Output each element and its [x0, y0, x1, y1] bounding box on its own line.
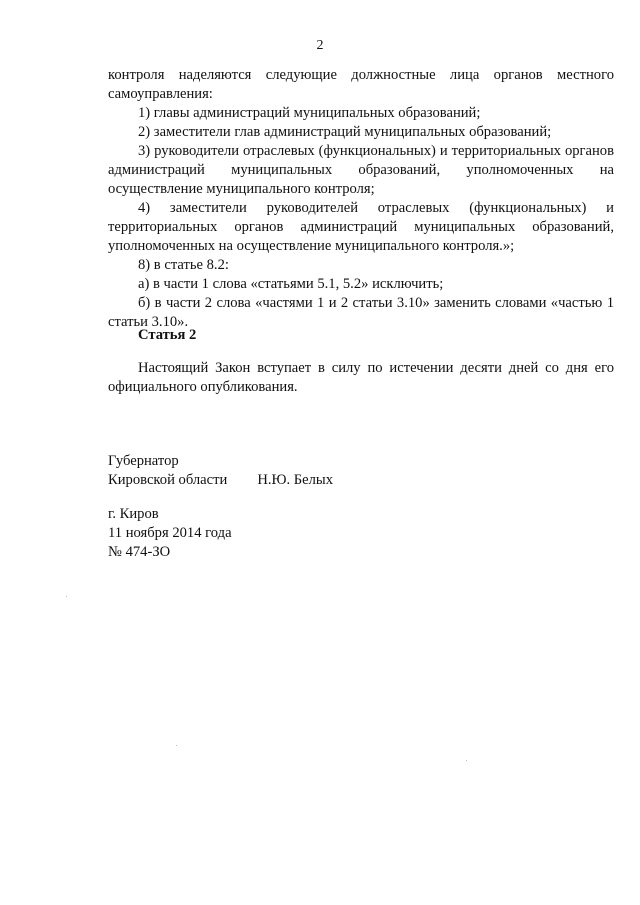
place-date-block [108, 505, 232, 562]
law-date: 11 ноября 2014 года [108, 525, 232, 541]
signer-row [108, 471, 333, 490]
city: г. Киров [108, 506, 159, 522]
sub-item-a: а) в части 1 слова «статьями 5.1, 5.2» исключить; [138, 276, 444, 292]
law-number: № 474-ЗО [108, 544, 171, 560]
page-number: 2 [316, 38, 324, 53]
article-heading: Статья 2 [138, 327, 197, 343]
list-item-3: 3) руководители отраслевых (функциональных) и территориальных органов администраций муниципальных образований, уполномоченных на осуществление муниципального контроля; [108, 143, 614, 197]
scan-speck [176, 745, 177, 746]
amendment-text [108, 66, 614, 332]
paragraph-intro: контроля наделяются следующие должностные лица органов местного самоуправления: [108, 67, 614, 102]
article-body [108, 359, 614, 397]
sub-item-b: б) в части 2 слова «частями 1 и 2 статьи 3.10» заменить словами «частью 1 статьи 3.10». [108, 295, 614, 330]
signature-block [108, 452, 333, 490]
signer-name: Н.Ю. Белых [257, 472, 334, 488]
scan-speck [66, 596, 67, 597]
signer-position: Губернатор [108, 453, 179, 469]
list-item-8: 8) в статье 8.2: [138, 257, 229, 273]
list-item-4: 4) заместители руководителей отраслевых (функциональных) и территориальных органов администраций муниципальных образований, уполномоченных на осуществление муниципального контроля.»; [108, 200, 614, 254]
signer-region: Кировской области [108, 472, 228, 488]
list-item-2: 2) заместители глав администраций муниципальных образований; [138, 124, 552, 140]
article-text: Настоящий Закон вступает в силу по истечении десяти дней со дня его официального опубликования. [108, 360, 614, 395]
list-item-1: 1) главы администраций муниципальных образований; [138, 105, 481, 121]
scan-speck [466, 760, 467, 761]
